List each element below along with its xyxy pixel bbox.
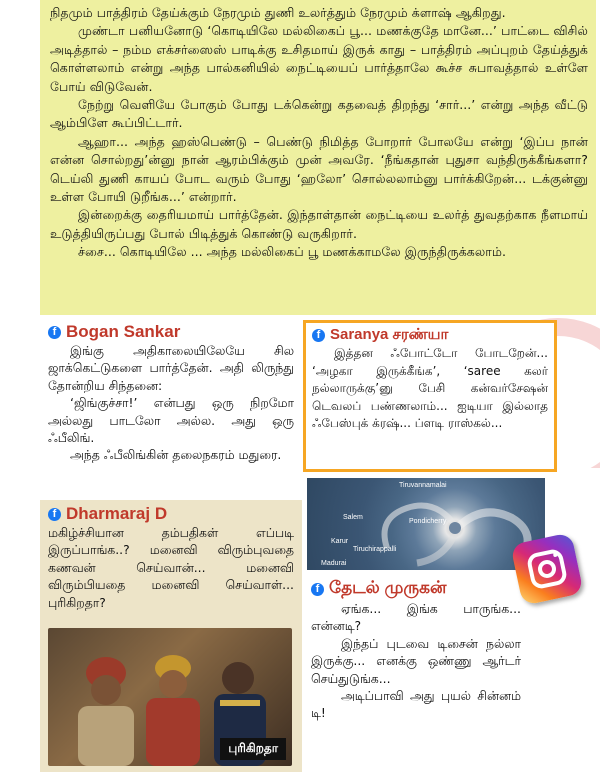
post-body xyxy=(48,524,294,611)
post-paragraph: இங்கு அதிகாலையிலேயே சில ஜாக்கெட்டுகளை பார்த்தேன். அதி லிருந்து தோன்றிய சிந்தனை: xyxy=(48,343,294,393)
post-paragraph: ‘ஜிங்குச்சா!’ என்பது ஒரு நிறமோ அல்லது பாடலோ அல்ல. அது ஒரு ஃபீலிங். xyxy=(48,395,294,446)
post-paragraph: அடிப்பாவி அது புயல் சின்னம் டி! xyxy=(311,688,521,721)
post-body xyxy=(312,345,548,433)
facebook-icon: f xyxy=(312,329,325,342)
map-label: Karur xyxy=(331,538,349,545)
post-paragraph: இத்தன ஃபோட்டோ போடறேன்... ‘அழகா இருக்கீங்க’, ‘saree கலர் நல்லாருக்கு’னு பேசி கன்வர்சேஷன் டெவலப் பண்ணலாம்... ஐடியா இல்லாத ஃபேஸ்புக் க்ரஷ்... ப்ளடி ராஸ்கல்... xyxy=(312,346,548,431)
post-author xyxy=(311,578,571,600)
post-author xyxy=(48,322,294,342)
map-label: Tiruchirappalli xyxy=(353,546,397,553)
author-name[interactable]: Saranya சரண்யா xyxy=(330,326,449,343)
facebook-icon: f xyxy=(48,326,61,339)
post-paragraph: இந்தப் புடவை டிசைன் நல்லா இருக்கு... எனக்கு ஒண்ணு ஆர்டர் செய்துடுங்க... xyxy=(311,635,521,686)
post-paragraph: மகிழ்ச்சியான தம்பதிகள் எப்படி இருப்பாங்க..? மனைவி விரும்புவதை கணவன் செய்வான்... மனைவி விரும்பியதை மனைவி செய்வாள்... புரிகிறதா? xyxy=(48,525,294,610)
article-paragraph: நிதமும் பாத்திரம் தேய்க்கும் நேரமும் துணி உலர்த்தும் நேரமும் க்ளாஷ் ஆகிறது. xyxy=(50,5,506,20)
cyclone-satellite-image xyxy=(307,478,545,570)
map-label: Salem xyxy=(343,514,363,521)
post-thedal-murugan xyxy=(307,576,575,768)
article-paragraph: ஆஹா... அந்த ஹஸ்பெண்டு – பெண்டு நிமித்த போறார் போலயே என்று ‘இப்ப நான் என்ன சொல்றது’ன்னு நான் ஆரம்பிக்கும் முன் அவரே. ‘நீங்கதான் புதுசா வந்திருக்கீங்களா? டெய்லி துணி காயப் போட வரும் போது ‘ஹலோ’ சொல்லலாம்னு பார்க்கிறேன்... டக்குன்னு உள்ள போயி டுறீங்க...’ என்றார். xyxy=(50,133,588,205)
main-article xyxy=(40,0,596,315)
post-author xyxy=(48,504,294,524)
post-paragraph: ஏங்க... இங்க பாருங்க... என்னடி? xyxy=(311,601,521,634)
author-name[interactable]: தேடல் முருகன் xyxy=(329,578,447,597)
article-paragraph: நேற்று வெளியே போகும் போது டக்கென்று கதவைத் திறந்து ‘சார்...’ என்று அந்த வீட்டு ஆம்பிளே கூப்பிட்டார். xyxy=(50,97,588,131)
author-name[interactable]: Bogan Sankar xyxy=(66,322,181,341)
post-dharmaraj-d xyxy=(40,500,302,772)
meme-caption: புரிகிறதா xyxy=(220,738,286,760)
author-name[interactable]: Dharmaraj D xyxy=(66,504,168,523)
map-label: Tiruvannamalai xyxy=(399,482,447,489)
post-saranya xyxy=(303,320,557,472)
facebook-icon: f xyxy=(48,508,61,521)
post-bogan-sankar xyxy=(40,318,302,496)
post-paragraph: அந்த ஃபீலிங்கின் தலைநகரம் மதுரை. xyxy=(70,447,282,463)
map-label: Madurai xyxy=(321,560,347,567)
facebook-icon: f xyxy=(311,583,324,596)
post-body xyxy=(48,342,294,464)
meme-image xyxy=(48,628,292,766)
article-paragraph: ச்சை... கொடியிலே ... அந்த மல்லிகைப் பூ மணக்காமலே இருந்திருக்கலாம். xyxy=(78,244,507,260)
post-body xyxy=(311,600,521,722)
article-paragraph: இன்றைக்கு தைரியமாய் பார்த்தேன். இந்தாள்தான் நைட்டியை உலர்த் துவதற்காக நீளமாய் உடுத்தியிருப்பது போல் பிடித்துக் கொண்டு வருகிறார். xyxy=(50,207,588,241)
article-paragraph: முண்டா பனியனோடு ‘கொடியிலே மல்லிகைப் பூ... மணக்குதே மானே...’ பாட்டை விசில் அடித்தால் – நம்ம எக்சர்ஸைஸ் பாடிக்கு உசிதமாய் இருக் காது – பாத்திரம் அப்புறம் தேய்த்துக் கொள்ளலாம் என்று அந்த பால்கனியில் நைட்டியைப் பார்த்தாலே கூச்ச சுபாவத்தால் உள்ளே போய் விடுவேன். xyxy=(50,23,588,94)
map-label: Pondicherry xyxy=(409,518,447,525)
post-author xyxy=(312,326,548,345)
